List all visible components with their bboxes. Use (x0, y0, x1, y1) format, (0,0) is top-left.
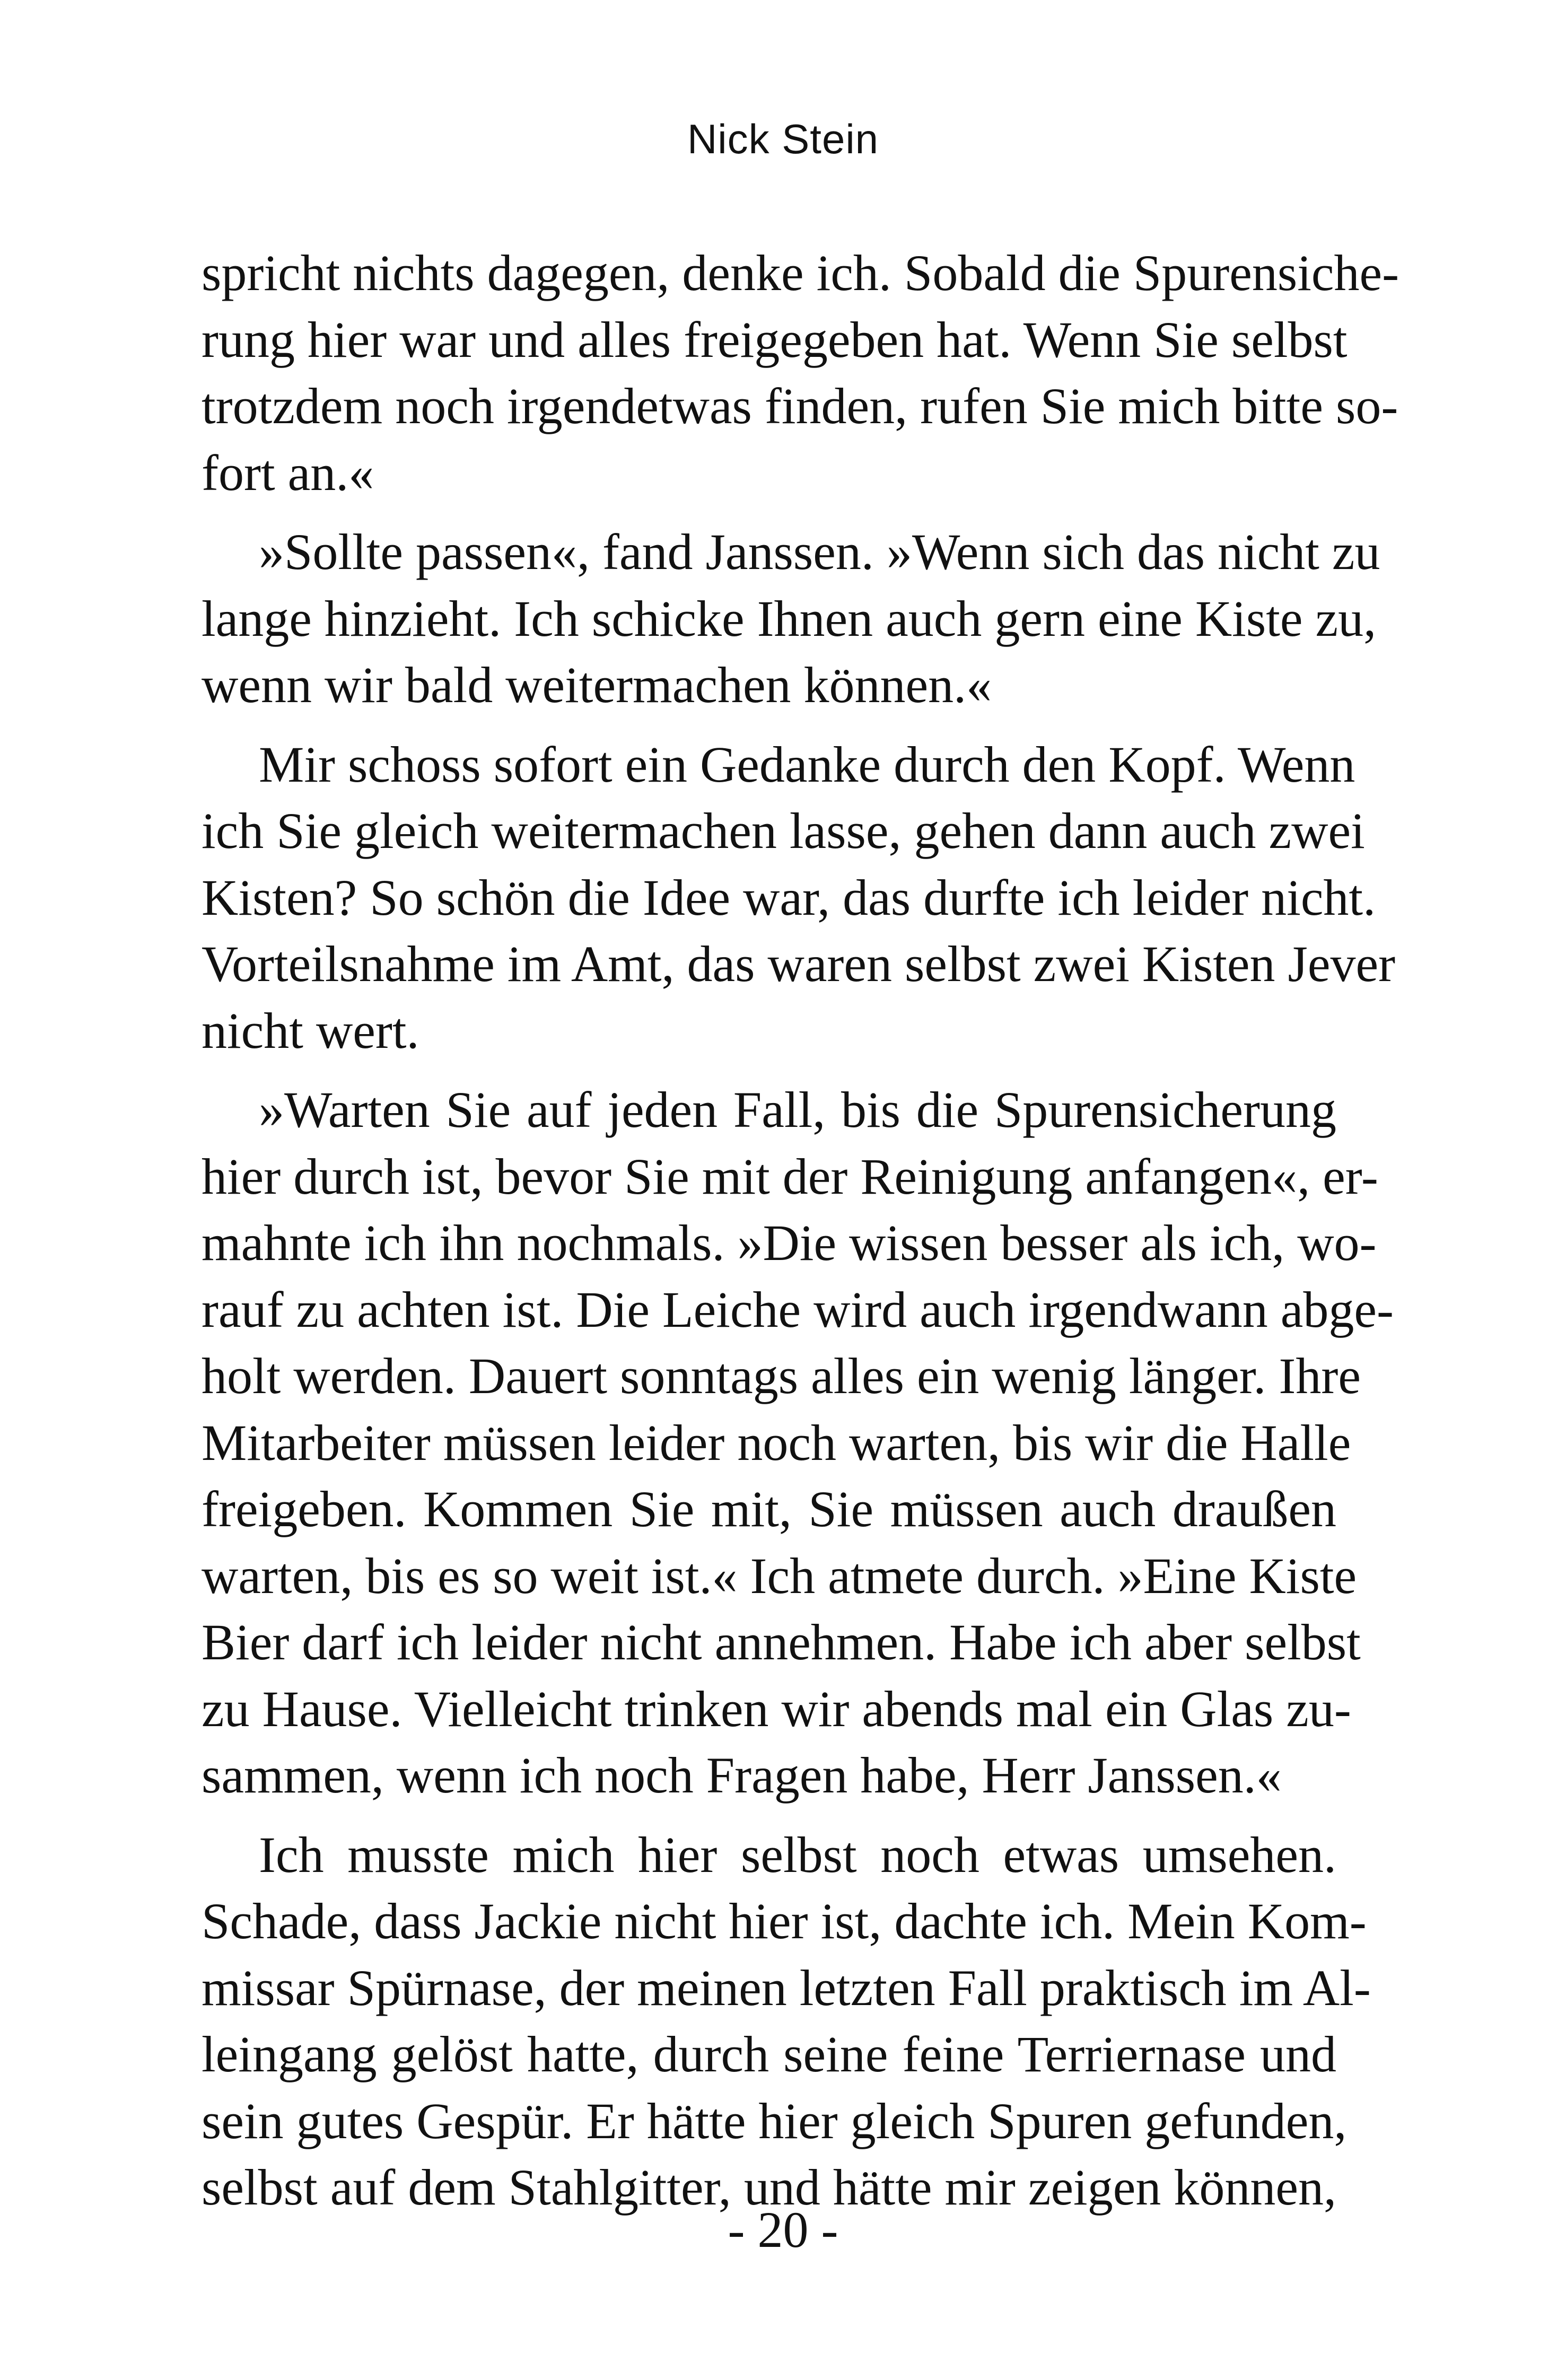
text-line: trotzdem noch irgendetwas finden, rufen Sie mich bitte so- (202, 378, 1398, 434)
text-line: Ich musste mich hier selbst noch etwas umsehen. (259, 1826, 1336, 1883)
text-line: zu Hause. Vielleicht trinken wir abends mal ein Glas zu- (202, 1680, 1351, 1737)
paragraph-gap (202, 719, 1336, 731)
text-line: missar Spürnase, der meinen letzten Fall praktisch im Al- (202, 1959, 1371, 2016)
paragraph (202, 240, 1399, 506)
text-line: warten, bis es so weit ist.« Ich atmete durch. »Eine Kiste (202, 1547, 1357, 1604)
text-line: »Warten Sie auf jeden Fall, bis die Spurensicherung (259, 1081, 1336, 1138)
paragraph (202, 1822, 1371, 2221)
text-line: Bier darf ich leider nicht annehmen. Habe ich aber selbst (202, 1614, 1361, 1670)
paragraph (202, 1077, 1394, 1809)
text-line: ich Sie gleich weitermachen lasse, gehen dann auch zwei (202, 802, 1365, 859)
text-line: mahnte ich ihn nochmals. »Die wissen besser als ich, wo- (202, 1214, 1377, 1271)
text-line: selbst auf dem Stahlgitter, und hätte mir zeigen können, (202, 2159, 1336, 2216)
text-line: wenn wir bald weitermachen können.« (202, 657, 992, 713)
text-line: spricht nichts dagegen, denke ich. Sobald die Spurensiche- (202, 244, 1399, 301)
text-line: rung hier war und alles freigegeben hat. Wenn Sie selbst (202, 311, 1348, 368)
text-line: leingang gelöst hatte, durch seine feine Terriernase und (202, 2026, 1336, 2082)
text-line: Mitarbeiter müssen leider noch warten, bis wir die Halle (202, 1414, 1351, 1471)
text-line: Schade, dass Jackie nicht hier ist, dachte ich. Mein Kom- (202, 1893, 1367, 1949)
paragraph-gap (202, 506, 1336, 519)
paragraph-gap (202, 1809, 1336, 1822)
paragraph (202, 519, 1380, 719)
text-line: Vorteilsnahme im Amt, das waren selbst zwei Kisten Jever (202, 935, 1396, 992)
text-line: lange hinzieht. Ich schicke Ihnen auch gern eine Kiste zu, (202, 590, 1377, 647)
text-line: Kisten? So schön die Idee war, das durfte ich leider nicht. (202, 869, 1376, 926)
text-line: Mir schoss sofort ein Gedanke durch den Kopf. Wenn (259, 736, 1355, 793)
text-line: holt werden. Dauert sonntags alles ein wenig länger. Ihre (202, 1348, 1361, 1404)
text-line: »Sollte passen«, fand Janssen. »Wenn sich das nicht zu (259, 523, 1380, 580)
text-line: fort an.« (202, 444, 374, 501)
paragraph (202, 731, 1396, 1064)
text-line: nicht wert. (202, 1002, 419, 1059)
text-line: sammen, wenn ich noch Fragen habe, Herr Janssen.« (202, 1747, 1282, 1804)
paragraph-gap (202, 1064, 1336, 1077)
text-line: sein gutes Gespür. Er hätte hier gleich Spuren gefunden, (202, 2092, 1347, 2149)
text-line: hier durch ist, bevor Sie mit der Reinigung anfangen«, er- (202, 1148, 1378, 1205)
text-line: freigeben. Kommen Sie mit, Sie müssen auch draußen (202, 1481, 1336, 1537)
running-head: Nick Stein (687, 116, 879, 162)
text-line: rauf zu achten ist. Die Leiche wird auch irgendwann abge- (202, 1281, 1394, 1338)
body-text (202, 240, 1399, 2221)
page-number: - 20 - (728, 2201, 838, 2258)
